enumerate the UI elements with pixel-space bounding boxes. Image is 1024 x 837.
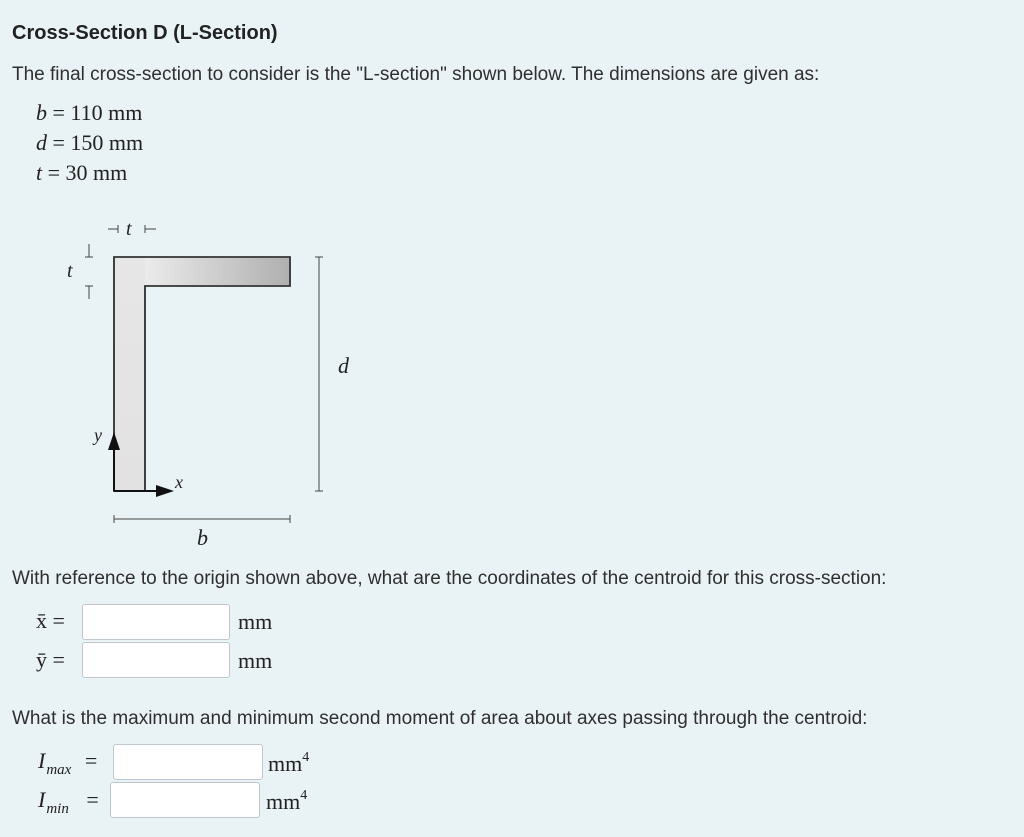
imax-unit-text: mm (268, 751, 303, 776)
dimension-d-value: = 150 mm (52, 130, 144, 155)
t-left-label: t (67, 260, 73, 282)
imin-subscript: min (46, 801, 69, 817)
t-top-dimension (108, 225, 156, 233)
t-top-label: t (126, 218, 132, 240)
imax-label (38, 748, 97, 779)
imin-input[interactable] (110, 782, 260, 818)
intro-text: The final cross-section to consider is the "L-section" shown below. The dimensions are given as: (12, 64, 820, 85)
imax-subscript: max (46, 762, 72, 778)
imax-equals: = (84, 748, 98, 773)
imin-label (38, 787, 99, 818)
l-section-shape (114, 257, 290, 491)
b-label: b (197, 525, 208, 550)
imin-unit-power: 4 (300, 788, 308, 803)
xbar-input[interactable] (82, 604, 230, 640)
l-section-flange-shading (145, 258, 289, 285)
d-dimension (315, 257, 323, 491)
imax-input[interactable] (113, 744, 263, 780)
imin-equals: = (86, 787, 99, 812)
xbar-label: x̄ = (36, 608, 65, 633)
b-dimension (114, 515, 290, 523)
d-label: d (338, 353, 349, 378)
t-left-dimension (85, 244, 93, 299)
ybar-unit: mm (238, 648, 273, 673)
imin-unit-text: mm (266, 789, 301, 814)
imin-symbol: I (38, 787, 46, 812)
dimension-t-symbol: t (36, 160, 43, 185)
x-axis-label: x (175, 472, 183, 492)
imax-unit (268, 750, 309, 777)
section-heading: Cross-Section D (L-Section) (12, 22, 278, 44)
dimension-b-symbol: b (36, 100, 47, 125)
dimension-t-value: = 30 mm (47, 160, 128, 185)
ybar-input[interactable] (82, 642, 230, 678)
imin-unit (266, 788, 307, 815)
xbar-unit: mm (238, 609, 273, 634)
imax-symbol: I (38, 748, 46, 773)
dimension-d-symbol: d (36, 130, 47, 155)
question-moments: What is the maximum and minimum second moment of area about axes passing through the centroid: (12, 708, 868, 729)
y-axis-label: y (94, 425, 102, 445)
question-centroid: With reference to the origin shown above, what are the coordinates of the centroid for this cross-section: (12, 568, 887, 589)
ybar-label: ȳ = (36, 647, 65, 672)
dimension-b-value: = 110 mm (52, 100, 143, 125)
imax-unit-power: 4 (302, 750, 310, 765)
